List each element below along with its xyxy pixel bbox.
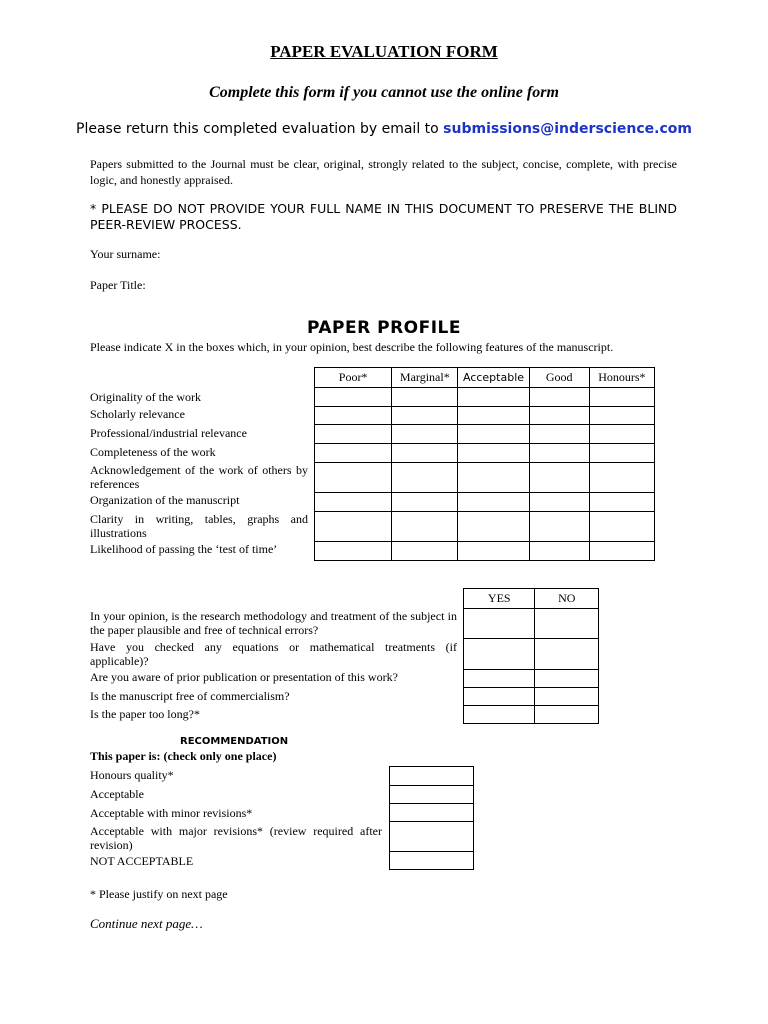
profile-checkbox-cell[interactable] [392, 512, 458, 542]
profile-row-label: Likelihood of passing the ‘test of time’ [90, 542, 278, 556]
profile-checkbox-cell[interactable] [315, 388, 392, 407]
form-title: PAPER EVALUATION FORM [270, 42, 498, 61]
question-label: Is the manuscript free of commercialism? [90, 689, 290, 703]
profile-checkbox-cell[interactable] [458, 388, 529, 407]
profile-checkbox-cell[interactable] [315, 512, 392, 542]
profile-checkbox-cell[interactable] [589, 388, 654, 407]
profile-checkbox-cell[interactable] [458, 407, 529, 425]
no-checkbox-cell[interactable] [535, 639, 599, 670]
profile-checkbox-cell[interactable] [589, 493, 654, 512]
yes-no-row [464, 609, 599, 639]
profile-checkbox-cell[interactable] [392, 407, 458, 425]
continue-next-page: Continue next page… [90, 916, 203, 931]
profile-checkbox-cell[interactable] [315, 463, 392, 493]
recommendation-row [390, 804, 474, 822]
profile-row-label: Clarity in writing, tables, graphs and illustrations [90, 512, 308, 540]
yes-no-row [464, 688, 599, 706]
profile-row [315, 444, 655, 463]
profile-checkbox-cell[interactable] [392, 542, 458, 561]
profile-checkbox-cell[interactable] [458, 463, 529, 493]
yes-no-header-row [464, 589, 599, 609]
column-header-marginal: Marginal* [392, 368, 458, 388]
column-header-acceptable: Acceptable [458, 368, 529, 388]
profile-checkbox-cell[interactable] [458, 425, 529, 444]
profile-row-label: Scholarly relevance [90, 407, 185, 421]
profile-checkbox-cell[interactable] [529, 388, 589, 407]
intro-paragraph: Papers submitted to the Journal must be clear, original, strongly related to the subject, concise, complete, with precise logic, and honestly appraised. [90, 157, 677, 187]
profile-checkbox-cell[interactable] [392, 493, 458, 512]
yes-no-table [463, 588, 599, 724]
column-header-good: Good [529, 368, 589, 388]
column-header-no: NO [535, 589, 599, 609]
profile-checkbox-cell[interactable] [315, 444, 392, 463]
profile-checkbox-cell[interactable] [589, 425, 654, 444]
paper-profile-heading: PAPER PROFILE [306, 318, 462, 338]
return-instruction [0, 121, 768, 137]
profile-checkbox-cell[interactable] [392, 444, 458, 463]
yes-no-row [464, 670, 599, 688]
profile-checkbox-cell[interactable] [458, 444, 529, 463]
profile-row-label: Professional/industrial relevance [90, 426, 247, 440]
recommendation-heading: RECOMMENDATION [180, 736, 289, 747]
question-label: Have you checked any equations or mathematical treatments (if applicable)? [90, 640, 457, 668]
profile-checkbox-cell[interactable] [589, 444, 654, 463]
profile-checkbox-cell[interactable] [315, 493, 392, 512]
recommendation-option-label: Acceptable [90, 787, 144, 801]
no-checkbox-cell[interactable] [535, 609, 599, 639]
recommendation-checkbox-cell[interactable] [390, 804, 474, 822]
profile-checkbox-cell[interactable] [529, 407, 589, 425]
profile-checkbox-cell[interactable] [392, 463, 458, 493]
profile-row [315, 463, 655, 493]
justify-footnote: * Please justify on next page [90, 887, 228, 901]
recommendation-row [390, 852, 474, 870]
blind-review-notice: * PLEASE DO NOT PROVIDE YOUR FULL NAME IN THIS DOCUMENT TO PRESERVE THE BLIND PEER-REVIEW PROCESS. [90, 201, 677, 232]
yes-checkbox-cell[interactable] [464, 639, 535, 670]
question-label: Is the paper too long?* [90, 707, 200, 721]
profile-instruction: Please indicate X in the boxes which, in your opinion, best describe the following features of the manuscript. [90, 340, 614, 354]
yes-checkbox-cell[interactable] [464, 670, 535, 688]
profile-checkbox-cell[interactable] [458, 493, 529, 512]
return-text: Please return this completed evaluation by email to [76, 121, 439, 137]
profile-header-row [315, 368, 655, 388]
profile-checkbox-cell[interactable] [589, 542, 654, 561]
profile-row-label: Originality of the work [90, 390, 201, 404]
no-checkbox-cell[interactable] [535, 706, 599, 724]
profile-checkbox-cell[interactable] [529, 444, 589, 463]
profile-checkbox-cell[interactable] [529, 512, 589, 542]
profile-row [315, 512, 655, 542]
yes-checkbox-cell[interactable] [464, 706, 535, 724]
form-subtitle: Complete this form if you cannot use the online form [209, 84, 559, 101]
profile-checkbox-cell[interactable] [458, 542, 529, 561]
profile-row [315, 425, 655, 444]
column-header-yes: YES [464, 589, 535, 609]
recommendation-option-label: Acceptable with major revisions* (review required after revision) [90, 824, 382, 852]
question-label: In your opinion, is the research methodology and treatment of the subject in the paper plausible and free of technical errors? [90, 609, 457, 637]
no-checkbox-cell[interactable] [535, 688, 599, 706]
profile-row [315, 542, 655, 561]
profile-row-label: Acknowledgement of the work of others by references [90, 463, 308, 491]
profile-row [315, 407, 655, 425]
paper-profile-table [314, 367, 655, 561]
yes-checkbox-cell[interactable] [464, 609, 535, 639]
profile-checkbox-cell[interactable] [589, 512, 654, 542]
profile-checkbox-cell[interactable] [589, 407, 654, 425]
profile-checkbox-cell[interactable] [529, 463, 589, 493]
profile-checkbox-cell[interactable] [392, 425, 458, 444]
profile-checkbox-cell[interactable] [315, 425, 392, 444]
no-checkbox-cell[interactable] [535, 670, 599, 688]
profile-checkbox-cell[interactable] [392, 388, 458, 407]
column-header-poor: Poor* [315, 368, 392, 388]
recommendation-checkbox-cell[interactable] [390, 767, 474, 786]
recommendation-option-label: Honours quality* [90, 768, 174, 782]
yes-no-row [464, 639, 599, 670]
recommendation-checkbox-cell[interactable] [390, 786, 474, 804]
profile-checkbox-cell[interactable] [315, 407, 392, 425]
yes-no-row [464, 706, 599, 724]
question-label: Are you aware of prior publication or presentation of this work? [90, 670, 398, 684]
recommendation-checkbox-cell[interactable] [390, 852, 474, 870]
profile-checkbox-cell[interactable] [529, 493, 589, 512]
recommendation-row [390, 786, 474, 804]
yes-checkbox-cell[interactable] [464, 688, 535, 706]
column-header-honours: Honours* [589, 368, 654, 388]
submission-email-link[interactable]: submissions@inderscience.com [443, 121, 692, 137]
recommendation-row [390, 822, 474, 852]
recommendation-option-label: Acceptable with minor revisions* [90, 806, 253, 820]
recommendation-subheading: This paper is: (check only one place) [90, 749, 277, 763]
profile-row [315, 388, 655, 407]
recommendation-row [390, 767, 474, 786]
surname-label: Your surname: [90, 247, 161, 261]
profile-row [315, 493, 655, 512]
recommendation-option-label: NOT ACCEPTABLE [90, 854, 194, 868]
recommendation-table [389, 766, 474, 870]
profile-checkbox-cell[interactable] [589, 463, 654, 493]
paper-title-label: Paper Title: [90, 278, 146, 292]
profile-row-label: Organization of the manuscript [90, 493, 240, 507]
profile-checkbox-cell[interactable] [529, 425, 589, 444]
profile-checkbox-cell[interactable] [315, 542, 392, 561]
profile-row-label: Completeness of the work [90, 445, 216, 459]
recommendation-checkbox-cell[interactable] [390, 822, 474, 852]
profile-checkbox-cell[interactable] [529, 542, 589, 561]
profile-checkbox-cell[interactable] [458, 512, 529, 542]
